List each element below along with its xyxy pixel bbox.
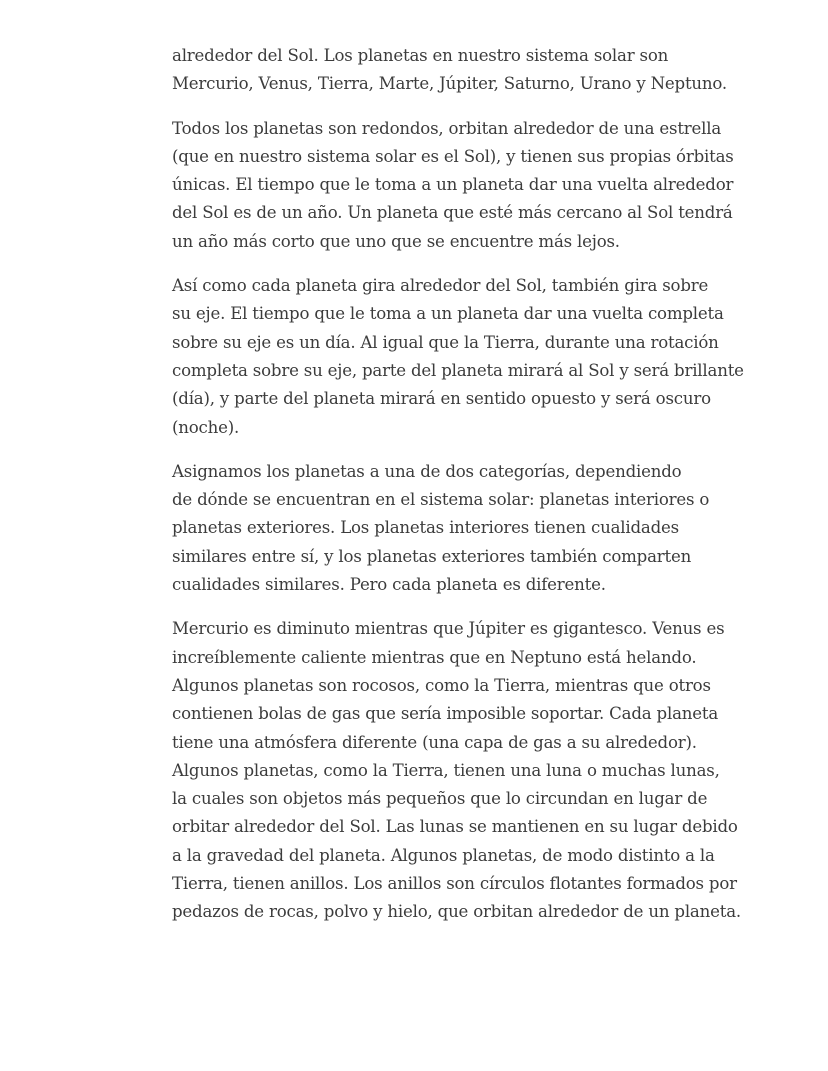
paragraph-3: [172, 272, 782, 442]
text-line: un año más corto que uno que se encuentre más lejos.: [172, 231, 620, 251]
text-line: Asignamos los planetas a una de dos categorías, dependiendo: [172, 461, 682, 481]
text-line: similares entre sí, y los planetas exteriores también comparten: [172, 546, 692, 566]
text-line: (que en nuestro sistema solar es el Sol), y tienen sus propias órbitas: [172, 146, 734, 166]
text-line: increíblemente caliente mientras que en Neptuno está helando.: [172, 647, 697, 667]
text-line: contienen bolas de gas que sería imposible soportar. Cada planeta: [172, 704, 719, 724]
paragraph-2: [172, 115, 782, 256]
text-line: de dónde se encuentran en el sistema solar: planetas interiores o: [172, 490, 710, 510]
text-line: cualidades similares. Pero cada planeta es diferente.: [172, 575, 606, 595]
text-line: (día), y parte del planeta mirará en sentido opuesto y será oscuro: [172, 389, 711, 409]
text-line: Mercurio es diminuto mientras que Júpiter es gigantesco. Venus es: [172, 619, 725, 639]
text-line: únicas. El tiempo que le toma a un planeta dar una vuelta alrededor: [172, 175, 734, 195]
text-line: Mercurio, Venus, Tierra, Marte, Júpiter, Saturno, Urano y Neptuno.: [172, 74, 727, 94]
text-line: tiene una atmósfera diferente (una capa de gas a su alrededor).: [172, 732, 697, 752]
text-line: completa sobre su eje, parte del planeta mirará al Sol y será brillante: [172, 360, 744, 380]
text-line: su eje. El tiempo que le toma a un planeta dar una vuelta completa: [172, 304, 724, 324]
text-line: sobre su eje es un día. Al igual que la Tierra, durante una rotación: [172, 332, 719, 352]
text-line: Algunos planetas, como la Tierra, tienen una luna o muchas lunas,: [172, 760, 720, 780]
text-line: la cuales son objetos más pequeños que lo circundan en lugar de: [172, 789, 708, 809]
paragraph-4: [172, 458, 782, 599]
text-line: orbitar alrededor del Sol. Las lunas se mantienen en su lugar debido: [172, 817, 738, 837]
text-line: planetas exteriores. Los planetas interiores tienen cualidades: [172, 518, 679, 538]
text-line: del Sol es de un año. Un planeta que esté más cercano al Sol tendrá: [172, 203, 733, 223]
text-line: (noche).: [172, 417, 240, 437]
paragraph-1: [172, 42, 782, 99]
text-line: Todos los planetas son redondos, orbitan alrededor de una estrella: [172, 118, 722, 138]
text-line: a la gravedad del planeta. Algunos planetas, de modo distinto a la: [172, 845, 715, 865]
text-line: alrededor del Sol. Los planetas en nuestro sistema solar son: [172, 46, 669, 65]
text-line: Algunos planetas son rocosos, como la Tierra, mientras que otros: [172, 675, 711, 695]
paragraph-5: [172, 615, 782, 926]
text-line: pedazos de rocas, polvo y hielo, que orbitan alrededor de un planeta.: [172, 902, 741, 922]
document-page: [172, 42, 782, 943]
text-line: Así como cada planeta gira alrededor del Sol, también gira sobre: [172, 276, 709, 296]
text-line: Tierra, tienen anillos. Los anillos son círculos flotantes formados por: [172, 874, 737, 894]
